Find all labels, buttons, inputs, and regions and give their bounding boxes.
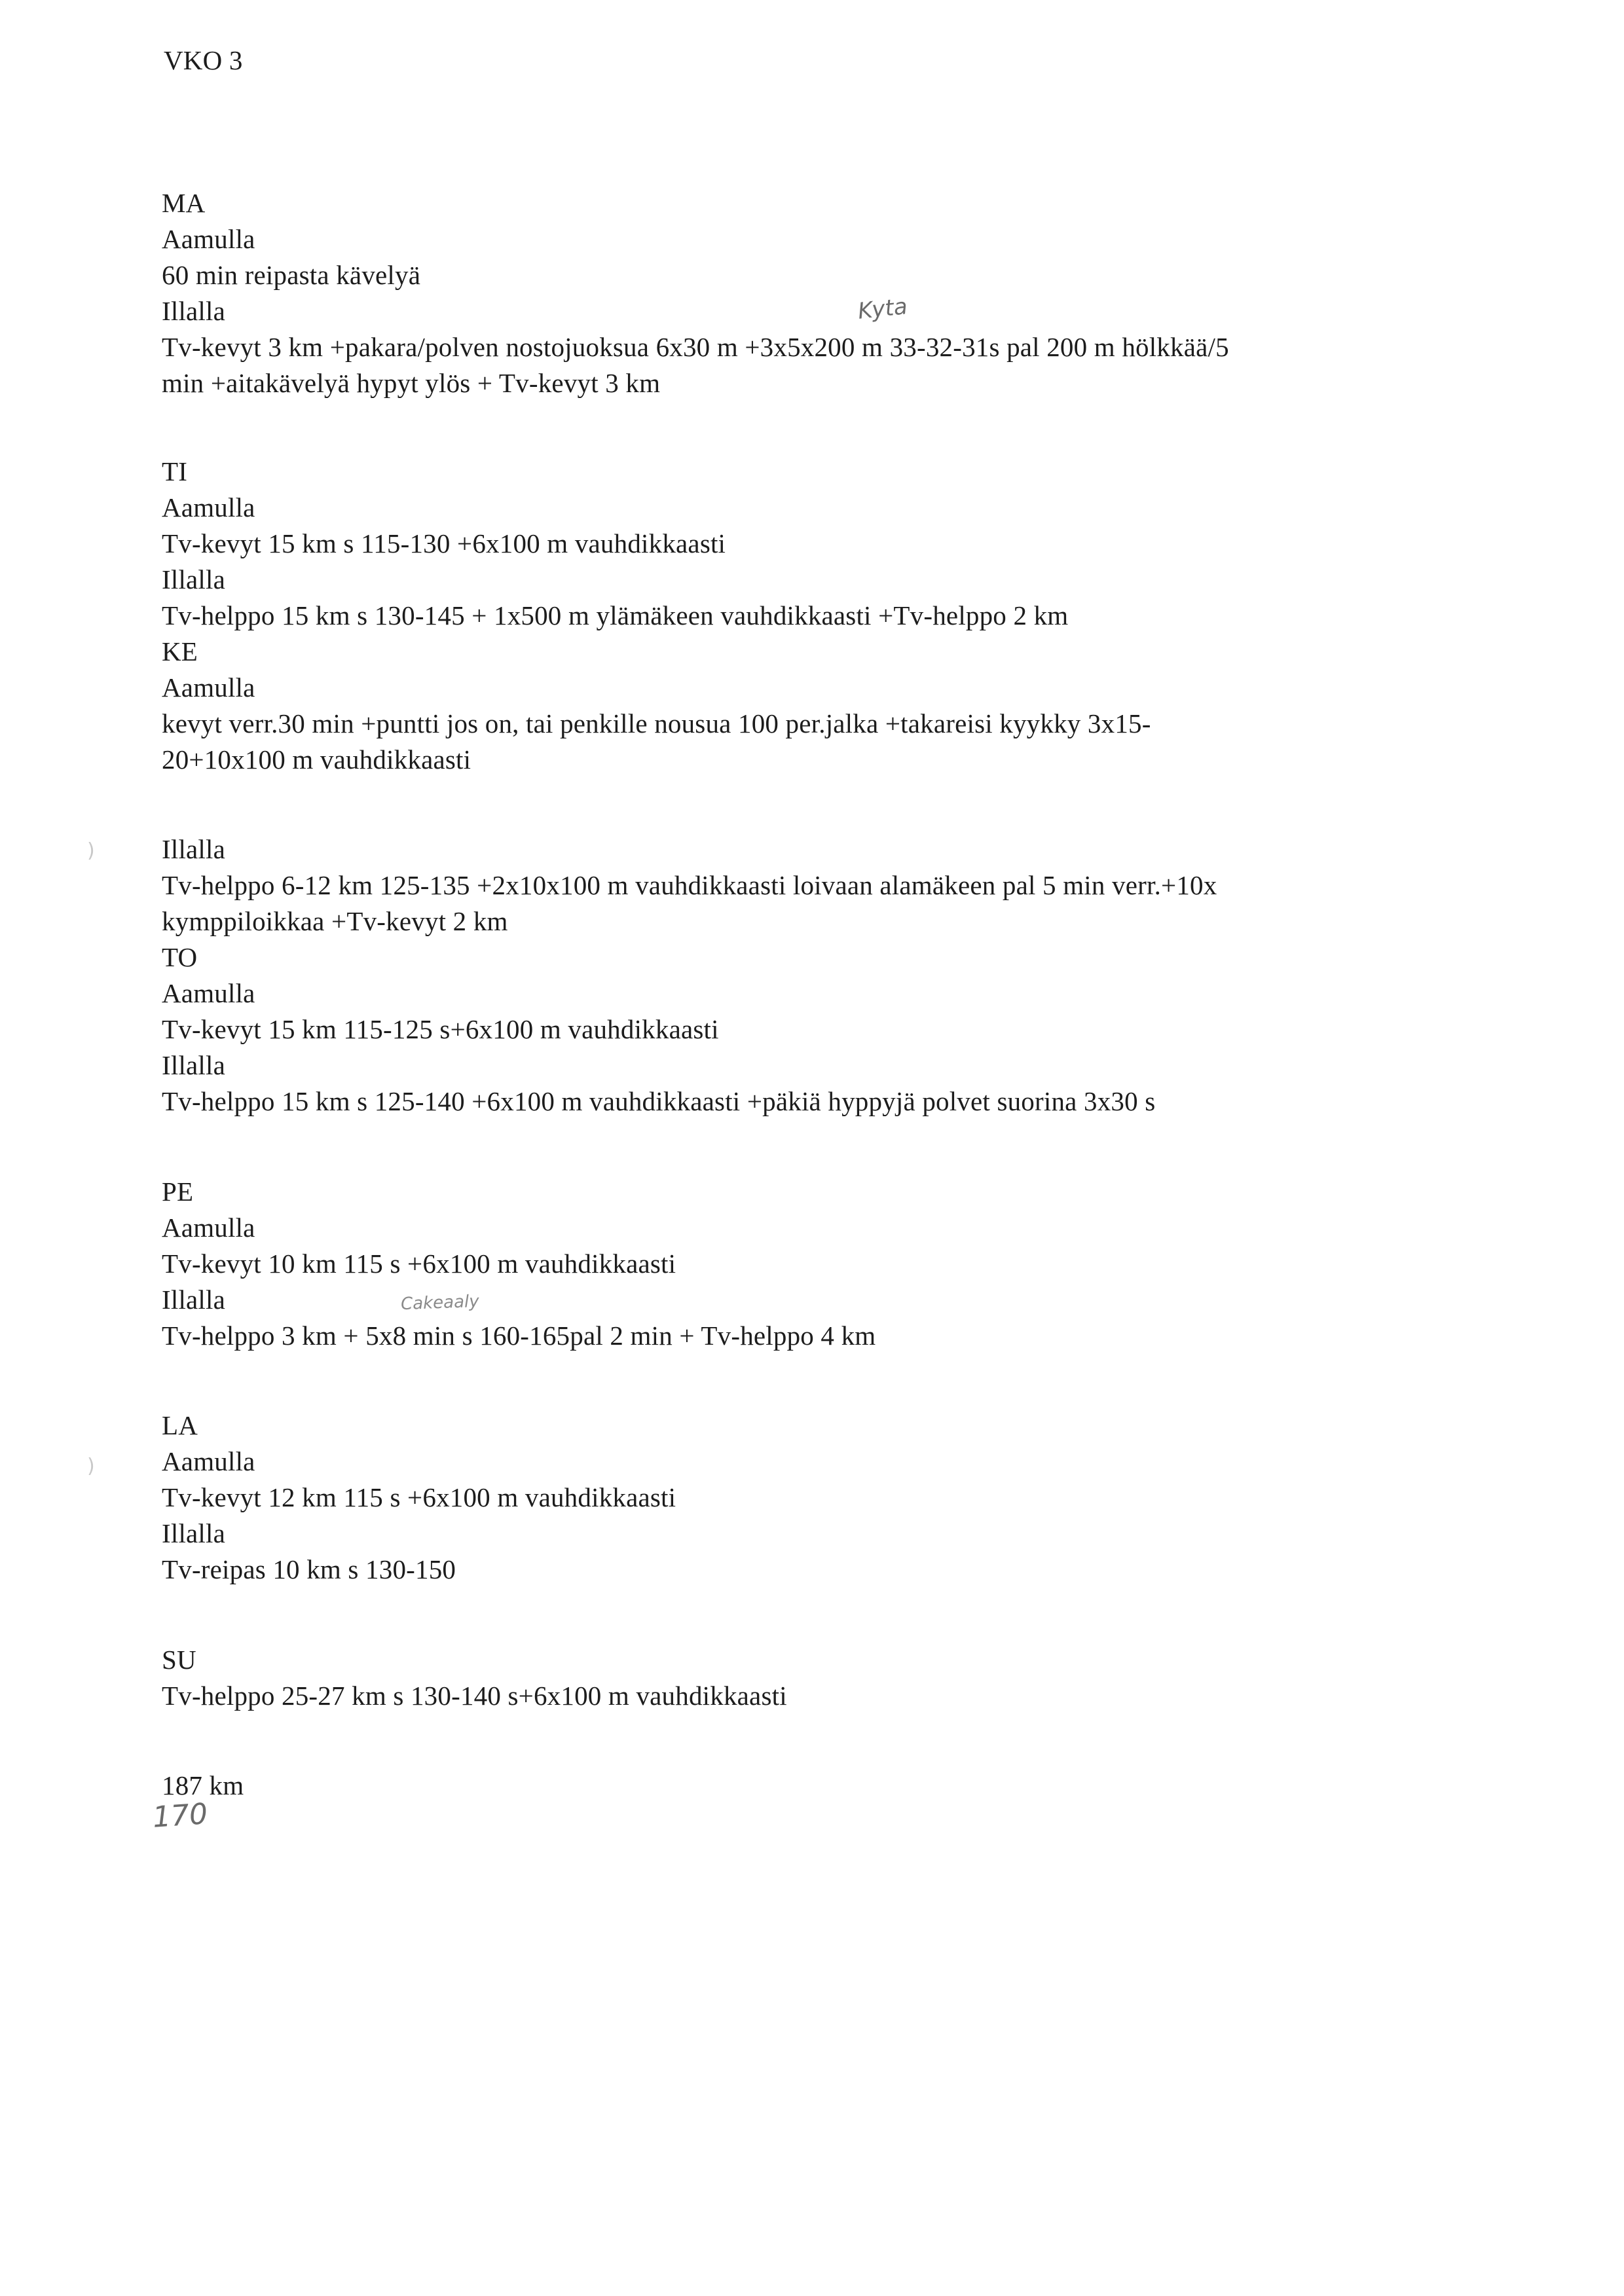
session-label-evening: Illalla [162,1050,226,1080]
session-label-evening: Illalla [162,834,226,864]
day-heading-ke: KE [162,636,198,666]
workout-line: Tv-kevyt 10 km 115 s +6x100 m vauhdikkaasti [162,1248,676,1279]
handwritten-total: 170 [151,1797,209,1834]
scan-speck: ) [87,839,95,862]
weekly-total: 187 km [162,1770,244,1800]
day-heading-ma: MA [162,188,206,218]
workout-line: 60 min reipasta kävelyä [162,260,421,290]
day-heading-su: SU [162,1645,196,1675]
workout-line: Tv-kevyt 15 km 115-125 s+6x100 m vauhdikkaasti [162,1014,719,1044]
session-label-evening: Illalla [162,1518,226,1548]
session-label-morning: Aamulla [162,224,255,254]
session-label-evening: Illalla [162,1285,226,1315]
day-heading-la: LA [162,1410,198,1440]
scan-speck: ) [87,1455,95,1478]
workout-line: Tv-helppo 15 km s 125-140 +6x100 m vauhdikkaasti +päkiä hyppyjä polvet suorina 3x30 s [162,1086,1156,1116]
session-label-morning: Aamulla [162,1446,255,1476]
handwritten-note: Cakeaaly [400,1291,480,1315]
day-heading-pe: PE [162,1176,194,1207]
workout-line: kevyt verr.30 min +puntti jos on, tai penkille nousua 100 per.jalka +takareisi kyykky 3x15- [162,708,1151,738]
day-heading-ti: TI [162,456,188,486]
session-label-morning: Aamulla [162,1212,255,1243]
workout-line: Tv-helppo 3 km + 5x8 min s 160-165pal 2 min + Tv-helppo 4 km [162,1321,876,1351]
workout-line: kymppiloikkaa +Tv-kevyt 2 km [162,906,508,936]
session-label-morning: Aamulla [162,672,255,702]
workout-line: min +aitakävelyä hypyt ylös + Tv-kevyt 3 km [162,368,661,398]
workout-line: Tv-helppo 15 km s 130-145 + 1x500 m ylämäkeen vauhdikkaasti +Tv-helppo 2 km [162,600,1069,630]
session-label-morning: Aamulla [162,492,255,522]
session-label-morning: Aamulla [162,978,255,1008]
workout-line: Tv-kevyt 3 km +pakara/polven nostojuoksua 6x30 m +3x5x200 m 33-32-31s pal 200 m hölkkää/5 [162,332,1229,362]
workout-line: 20+10x100 m vauhdikkaasti [162,744,471,774]
workout-line: Tv-helppo 6-12 km 125-135 +2x10x100 m vauhdikkaasti loivaan alamäkeen pal 5 min verr.+10x [162,870,1217,900]
day-heading-to: TO [162,942,198,972]
workout-line: Tv-kevyt 15 km s 115-130 +6x100 m vauhdikkaasti [162,528,726,558]
week-title: VKO 3 [164,45,243,75]
workout-line: Tv-reipas 10 km s 130-150 [162,1554,456,1584]
workout-line: Tv-helppo 25-27 km s 130-140 s+6x100 m vauhdikkaasti [162,1681,787,1711]
session-label-evening: Illalla [162,296,226,326]
session-label-evening: Illalla [162,564,226,594]
handwritten-note: Kyta [857,293,909,325]
workout-line: Tv-kevyt 12 km 115 s +6x100 m vauhdikkaasti [162,1482,676,1512]
